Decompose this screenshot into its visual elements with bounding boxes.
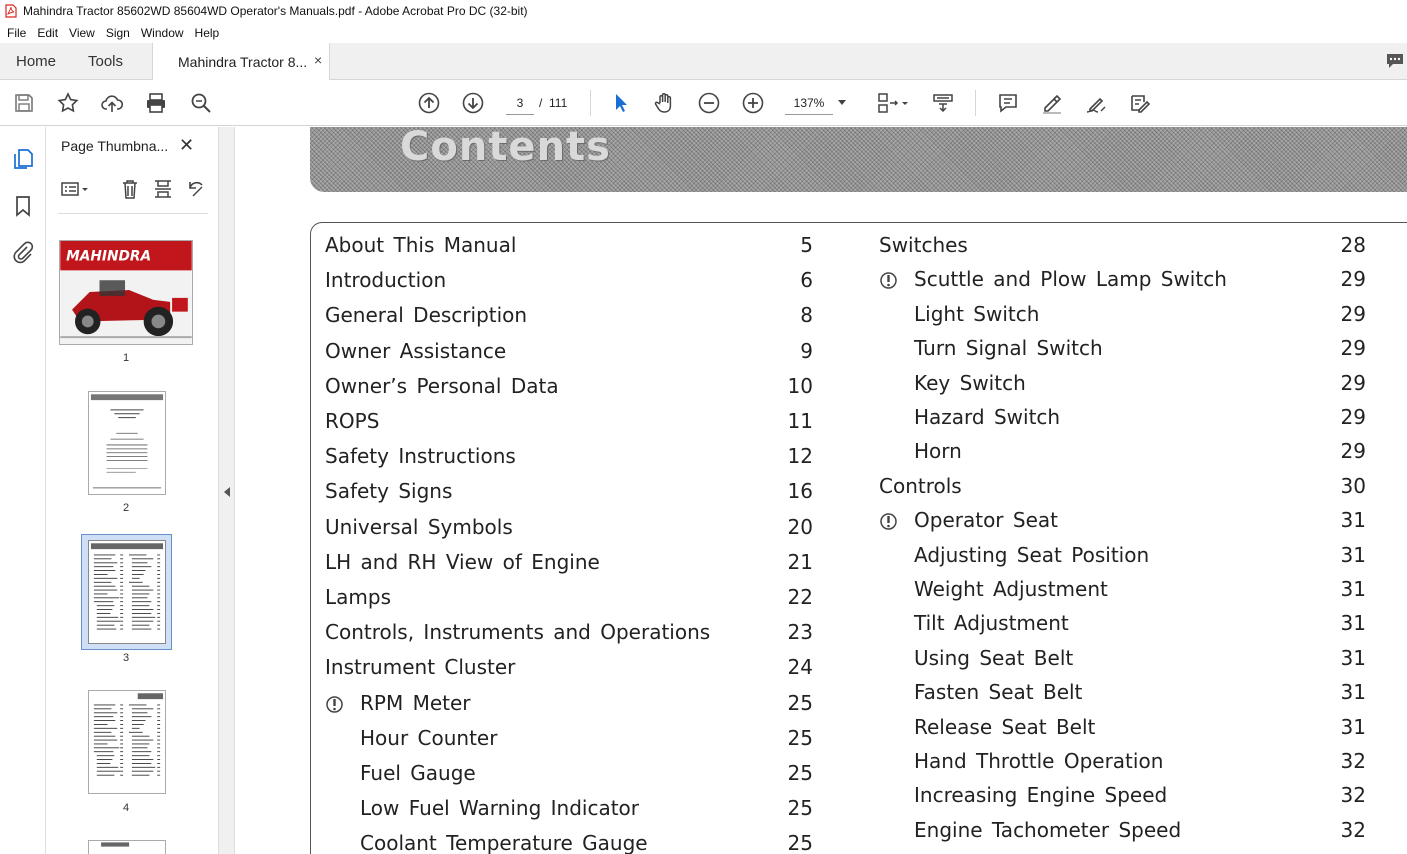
toc-entry-page: 28 [1340,233,1366,257]
select-cursor-icon[interactable] [609,91,633,115]
thumbnail-options-icon[interactable] [60,178,82,200]
page-number-input[interactable]: 3 [506,91,534,115]
toc-entry-title: Controls, Instruments and Operations [325,620,711,645]
menu-edit[interactable]: Edit [37,25,59,40]
toc-entry-page: 31 [1340,542,1366,567]
toc-entry-title: Hour Counter [360,725,498,750]
menu-window[interactable]: Window [140,25,184,40]
toc-entry-page: 31 [1340,508,1366,533]
page-4-thumbnail-image [89,691,165,793]
toc-entry-page: 21 [787,549,813,574]
zoom-search-icon[interactable] [189,91,213,115]
navigation-rail [0,127,46,854]
toc-entry-title: Using Seat Belt [914,645,1074,670]
sign-pen-icon[interactable] [1084,91,1108,115]
toc-entry-title: Engine Tachometer Speed [914,817,1182,842]
toc-entry-title: ROPS [325,409,380,433]
toc-entry-page: 6 [800,268,813,293]
panel-divider [58,213,208,214]
zoom-out-icon[interactable] [697,91,721,115]
page-thumbnail-1[interactable] [59,240,193,345]
cover-thumbnail-image [60,241,192,344]
page-count [539,91,567,115]
toc-entry-page: 31 [1340,645,1366,670]
toc-entry-title: Key Switch [914,370,1026,395]
page-5-thumbnail-image [89,841,165,854]
thumbnail-3-label: 3 [122,652,130,664]
save-icon[interactable] [12,91,36,115]
attachments-paperclip-icon[interactable] [11,240,35,264]
page-fit-dropdown-chevron-icon[interactable] [900,91,910,115]
thumbnail-toolbar [58,175,208,203]
panel-close-icon[interactable]: ✕ [179,135,195,155]
toc-entry-page: 29 [1340,405,1366,429]
toc-entry-title: Safety Instructions [325,444,516,469]
toc-entry-title: Owner Assistance [325,338,507,363]
page-thumbnail-4[interactable] [88,690,166,794]
toc-entry-page: 20 [787,514,813,539]
page-thumbnails-icon[interactable] [11,147,35,171]
thumbnail-2-label: 2 [122,502,130,514]
toc-entry-page: 16 [787,479,813,504]
toc-entry-page: 10 [787,373,813,398]
toc-entry-title: Low Fuel Warning Indicator [360,796,640,821]
toc-entry-title: Light Switch [914,301,1040,326]
hand-tool-icon[interactable] [653,91,677,115]
upload-cloud-icon[interactable] [100,91,124,115]
scrolling-mode-icon[interactable] [931,91,955,115]
toc-entry-title: Fasten Seat Belt [914,680,1083,705]
tab-document[interactable] [152,43,330,80]
page-thumbnail-3[interactable] [88,540,166,644]
rotate-page-icon[interactable] [185,178,207,200]
menu-file[interactable]: File [7,25,27,40]
total-pages: 111 [549,96,568,110]
toc-entry-title: RPM Meter [360,690,471,715]
comment-icon[interactable] [996,91,1020,115]
menu-sign[interactable]: Sign [105,25,130,40]
previous-page-icon[interactable] [417,91,441,115]
tab-tools[interactable]: Tools [88,53,124,70]
highlight-pen-icon[interactable] [1040,91,1064,115]
toc-entry-page: 31 [1340,680,1366,705]
page-fit-icon[interactable] [876,91,900,115]
toc-entry-title: Release Seat Belt [914,714,1096,739]
toc-entry-page: 8 [800,303,813,328]
toc-entry-page: 25 [787,796,813,821]
pdf-app-icon [5,4,17,18]
insert-page-icon[interactable] [152,178,174,200]
page-thumbnail-2[interactable] [88,391,166,495]
toc-entry-page: 29 [1340,267,1366,292]
toc-entry-page: 29 [1340,301,1366,326]
toc-entry-title: Coolant Temperature Gauge [360,831,648,854]
toc-bullet-icon [880,272,897,289]
toc-entry-title: Hazard Switch [914,405,1061,429]
toc-entry-page: 30 [1340,473,1366,498]
toc-entry-page: 25 [787,690,813,715]
toc-entry-page: 29 [1340,439,1366,464]
menu-bar [0,22,1407,43]
toc-entry-page: 23 [787,620,813,645]
toc-entry-title: Fuel Gauge [360,761,476,785]
collapse-panel-arrow-icon[interactable] [224,487,230,497]
toc-entry-page: 22 [787,585,813,609]
toc-entry-page: 32 [1340,817,1366,842]
toc-entry-page: 25 [787,725,813,750]
tab-home[interactable]: Home [16,53,57,70]
toc-entry-page: 31 [1340,611,1366,636]
svg-text:MAHINDRA: MAHINDRA [66,248,152,265]
toc-entry-page: 29 [1340,336,1366,361]
contents-header-band [310,127,1407,192]
toc-entry-title: Introduction [325,268,447,293]
toc-entry-title: Tilt Adjustment [914,611,1069,636]
document-view[interactable] [235,127,1407,854]
toc-entry-page: 32 [1340,749,1366,773]
toc-entry-page: 11 [787,409,813,433]
zoom-in-icon[interactable] [741,91,765,115]
page-2-thumbnail-image [89,392,165,494]
toc-bullet-icon [880,513,897,530]
tab-row [0,43,1407,80]
toc-entry-page: 24 [787,655,813,680]
toc-entry-page: 5 [800,233,813,257]
panel-title: Page Thumbna... [61,138,169,154]
toc-entry-title: Hand Throttle Operation [914,749,1164,773]
toc-entry-title: Operator Seat [914,508,1058,533]
toc-entry-title: Controls [879,473,962,498]
zoom-dropdown-chevron-icon[interactable] [838,100,846,105]
title-bar [0,0,1407,22]
toc-entry-title: Switches [879,233,968,257]
toc-entry-page: 31 [1340,714,1366,739]
toolbar-divider [975,90,976,116]
tab-document-label: Mahindra Tractor 8... [178,54,308,70]
toc-entry-title: Owner’s Personal Data [325,373,559,398]
bookmarks-icon[interactable] [11,194,35,218]
toc-entry-title: Horn [914,439,962,464]
page-thumbnails-panel [46,127,218,854]
toc-entry-page: 25 [787,761,813,785]
thumbnail-1-label: 1 [122,352,130,364]
window-title: Mahindra Tractor 85602WD 85604WD Operator's Manuals.pdf - Adobe Acrobat Pro DC (32-bit) [23,4,528,18]
toc-entry-page: 31 [1340,577,1366,601]
toc-entry-title: Universal Symbols [325,514,513,539]
fill-sign-icon[interactable] [1128,91,1152,115]
toc-entry-title: Scuttle and Plow Lamp Switch [914,267,1227,292]
toc-entry-page: 9 [800,338,813,363]
toc-entry-title: Turn Signal Switch [914,336,1103,361]
toc-entry-title: Weight Adjustment [914,577,1108,601]
toc-entry-title: Safety Signs [325,479,453,504]
table-of-contents [310,222,1407,854]
toc-entry-title: LH and RH View of Engine [325,549,600,574]
toc-bullet-icon [326,696,343,713]
comment-bubble-icon[interactable] [1385,52,1405,70]
zoom-level-input[interactable]: 137% [785,91,833,115]
next-page-icon[interactable] [461,91,485,115]
menu-help[interactable]: Help [194,25,220,40]
toolbar-divider [590,90,591,116]
panel-splitter[interactable] [218,127,235,854]
page-thumbnail-5[interactable] [88,840,166,854]
page-3-thumbnail-image [89,541,165,643]
toc-entry-title: About This Manual [325,233,517,257]
toc-entry-title: Lamps [325,585,391,609]
thumbnail-4-label: 4 [122,802,130,814]
main-toolbar [0,80,1407,126]
page-separator: / [539,96,543,110]
toc-entry-title: Adjusting Seat Position [914,542,1150,567]
contents-heading: Contents [400,127,611,170]
toc-entry-title: Increasing Engine Speed [914,783,1168,808]
toc-entry-page: 12 [787,444,813,469]
delete-page-trash-icon[interactable] [119,178,141,200]
toc-entry-title: General Description [325,303,528,328]
toc-entry-page: 29 [1340,370,1366,395]
toc-entry-page: 32 [1340,783,1366,808]
tab-close-icon[interactable]: × [314,52,323,68]
bookmark-star-icon[interactable] [56,91,80,115]
toc-entry-page: 25 [787,831,813,854]
toc-entry-title: Instrument Cluster [325,655,516,680]
menu-view[interactable]: View [69,25,95,40]
print-icon[interactable] [144,91,168,115]
